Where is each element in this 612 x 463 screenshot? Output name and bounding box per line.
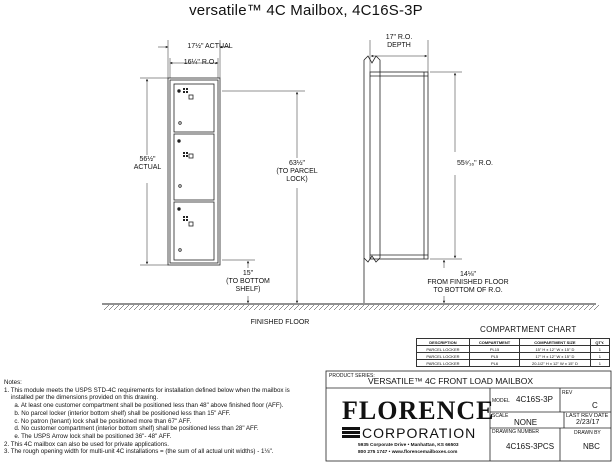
floor-hatch-line — [524, 305, 529, 310]
parcel-lock-label — [262, 160, 332, 184]
header-description: DESCRIPTION — [417, 339, 470, 346]
table-row — [417, 360, 610, 367]
floor-hatch-line — [259, 305, 264, 310]
floor-hatch-line — [409, 305, 414, 310]
header-qty: QTY. — [590, 339, 609, 346]
floor-hatch-line — [354, 305, 359, 310]
note-line: d. No customer compartment (interior bottom shelf) shall be positioned less than 28" AFF. — [4, 425, 259, 433]
floor-hatch-line — [154, 305, 159, 310]
floor-hatch-line — [164, 305, 169, 310]
floor-hatch-line — [269, 305, 274, 310]
bottom-shelf-label — [218, 270, 278, 294]
floor-hatch-line — [189, 305, 194, 310]
side-view — [364, 56, 428, 303]
floor-hatch-line — [529, 305, 534, 310]
floor-hatch-line — [464, 305, 469, 310]
floor-hatch-line — [344, 305, 349, 310]
floor-hatch-line — [589, 305, 594, 310]
ro-depth-text: DEPTH — [387, 42, 411, 49]
floor-hatch-line — [169, 305, 174, 310]
note-line: b. No parcel locker (interior bottom shelf) shall be positioned less than 15" AFF. — [4, 409, 231, 417]
floor-hatch-line — [544, 305, 549, 310]
compartment-chart-header — [417, 339, 610, 346]
company-logo-line2: CORPORATION — [362, 425, 477, 441]
company-logo-line1: FLORENCE — [342, 396, 495, 425]
floor-hatch-line — [329, 305, 334, 310]
notes-heading: Notes: — [4, 379, 22, 386]
floor-hatch-line — [309, 305, 314, 310]
floor-hatch-line — [339, 305, 344, 310]
floor-hatch-line — [539, 305, 544, 310]
cell-size: 15" H x 12" W x 15" D — [520, 346, 591, 353]
floor-hatch-line — [379, 305, 384, 310]
floor-hatch-line — [139, 305, 144, 310]
floor-hatch-line — [554, 305, 559, 310]
floor-hatch-line — [249, 305, 254, 310]
floor-to-ro-text-2: TO BOTTOM OF R.O. — [433, 287, 503, 294]
floor-hatch-line — [184, 305, 189, 310]
floor-hatch-line — [149, 305, 154, 310]
bottom-shelf-text-2: SHELF) — [235, 286, 261, 293]
header-compartment: COMPARTMENT — [469, 339, 519, 346]
drawn-by-value: NBC — [583, 442, 600, 451]
table-row — [417, 346, 610, 353]
floor-hatch-line — [469, 305, 474, 310]
floor-hatch-line — [584, 305, 589, 310]
table-row — [417, 353, 610, 360]
ro-height-label: 55⁹⁄₁₆" R.O. — [457, 160, 493, 167]
floor-hatch-line — [519, 305, 524, 310]
floor-hatch-line — [204, 305, 209, 310]
floor-hatch-line — [474, 305, 479, 310]
floor-hatch-line — [194, 305, 199, 310]
floor-hatch-line — [574, 305, 579, 310]
floor-hatch-line — [294, 305, 299, 310]
floor-hatch-line — [594, 305, 599, 310]
floor-hatch-line — [559, 305, 564, 310]
ro-depth-label — [370, 34, 428, 50]
floor-hatch-line — [134, 305, 139, 310]
floor-hatch-line — [284, 305, 289, 310]
parcel-lock-text-1: (TO PARCEL — [276, 168, 318, 175]
floor-to-ro-label — [418, 271, 518, 295]
floor-hatch-line — [494, 305, 499, 310]
side-dimensions — [370, 40, 462, 303]
actual-height-label — [120, 156, 175, 172]
floor-hatch-line — [404, 305, 409, 310]
floor-hatch-line — [439, 305, 444, 310]
floor-hatch-line — [514, 305, 519, 310]
floor-hatch-line — [564, 305, 569, 310]
floor-hatch-line — [499, 305, 504, 310]
floor-hatch-line — [384, 305, 389, 310]
floor-hatch-line — [509, 305, 514, 310]
floor-hatch-line — [484, 305, 489, 310]
cell-description: PARCEL LOCKER — [417, 353, 470, 360]
note-line: 3. The rough opening width for multi-unit 4C installations = (the sum of all actual unit widths) - 1⅛". — [4, 448, 274, 456]
floor-hatch-line — [274, 305, 279, 310]
floor-hatch-line — [104, 305, 109, 310]
actual-height-value: 56½" — [139, 156, 156, 163]
note-line: 1. This module meets the USPS STD-4C requirements for installation defined below when the mailbox is — [4, 386, 290, 394]
floor-hatch-line — [449, 305, 454, 310]
floor-hatch-line — [319, 305, 324, 310]
floor-hatch-line — [444, 305, 449, 310]
floor-hatch-line — [129, 305, 134, 310]
cell-description: PARCEL LOCKER — [417, 346, 470, 353]
model-label: MODEL — [492, 398, 510, 404]
floor-hatch-line — [369, 305, 374, 310]
front-lock-marks — [183, 88, 188, 221]
floor-hatch-line — [394, 305, 399, 310]
floor-hatch-line — [299, 305, 304, 310]
cell-size: 17" H x 12" W x 15" D — [520, 353, 591, 360]
parcel-lock-text-2: LOCK) — [286, 176, 308, 183]
floor-hatch-line — [424, 305, 429, 310]
floor-hatch-line — [454, 305, 459, 310]
floor-hatch-line — [114, 305, 119, 310]
floor-to-ro-value: 14⅛" — [459, 271, 477, 278]
floor-hatch-line — [434, 305, 439, 310]
floor-hatch-line — [289, 305, 294, 310]
floor-hatch-line — [419, 305, 424, 310]
floor-hatch-line — [349, 305, 354, 310]
floor-hatch-line — [244, 305, 249, 310]
floor-hatch-line — [479, 305, 484, 310]
product-series-value: VERSATILE™ 4C FRONT LOAD MAILBOX — [368, 376, 534, 386]
floor-hatch-line — [489, 305, 494, 310]
floor-hatch-line — [159, 305, 164, 310]
scale-value: NONE — [514, 418, 538, 427]
note-line: installed per the dimensions provided on this drawing. — [4, 394, 159, 402]
floor-hatch-line — [109, 305, 114, 310]
cell-qty: 1 — [590, 353, 609, 360]
company-address: 5935 Corporate Drive • Manhattan, KS 66503 — [358, 443, 459, 448]
note-line: c. No patron (tenant) lock shall be positioned more than 67" AFF. — [4, 417, 192, 425]
floor-hatch-line — [374, 305, 379, 310]
finished-floor-label: FINISHED FLOOR — [250, 319, 310, 326]
floor-hatch-line — [124, 305, 129, 310]
note-line: e. The USPS Arrow lock shall be positioned 36"- 48" AFF. — [4, 432, 172, 440]
drawing-number-value: 4C16S-3PCS — [506, 442, 555, 451]
floor-hatch-line — [579, 305, 584, 310]
floor-hatch-line — [199, 305, 204, 310]
model-value: 4C16S-3P — [516, 395, 553, 404]
ro-width-label: 16¼" R.O. — [183, 59, 217, 66]
cell-size: 20-1/2" H x 12" W x 15" D — [520, 360, 591, 367]
floor-hatch-line — [549, 305, 554, 310]
floor-hatch-line — [229, 305, 234, 310]
floor-hatch-line — [279, 305, 284, 310]
cell-compartment: PL15 — [469, 346, 519, 353]
floor-hatch-line — [174, 305, 179, 310]
drawing-title: versatile™ 4C Mailbox, 4C16S-3P — [189, 2, 423, 19]
floor-hatch-line — [364, 305, 369, 310]
floor-hatch-line — [414, 305, 419, 310]
floor-hatch-line — [504, 305, 509, 310]
drawn-by-label: DRAWN BY — [574, 430, 601, 436]
floor-hatch-line — [144, 305, 149, 310]
cell-description: PARCEL LOCKER — [417, 360, 470, 367]
cell-compartment: PL6 — [469, 360, 519, 367]
scale-label: SCALE — [492, 413, 509, 419]
floor-hatch-line — [219, 305, 224, 310]
floor-hatch-line — [239, 305, 244, 310]
floor-hatch-line — [459, 305, 464, 310]
floor-hatch-line — [389, 305, 394, 310]
rev-value: C — [592, 401, 598, 410]
cell-qty: 1 — [590, 360, 609, 367]
floor-to-ro-text-1: FROM FINISHED FLOOR — [427, 279, 509, 286]
product-series-label: PRODUCT SERIES: — [329, 373, 375, 379]
floor-hatch-line — [264, 305, 269, 310]
company-logo-mark — [342, 426, 360, 440]
company-contact: 800 275 1747 • www.florencemailboxes.com — [358, 450, 458, 455]
floor-hatch-line — [209, 305, 214, 310]
floor-hatch-line — [314, 305, 319, 310]
compartment-chart-title: COMPARTMENT CHART — [480, 325, 577, 334]
notes-block — [4, 379, 322, 456]
floor-hatch-line — [334, 305, 339, 310]
note-line: 2. This 4C mailbox can also be used for private applications. — [4, 440, 169, 448]
floor-hatch-line — [429, 305, 434, 310]
floor-hatch-line — [399, 305, 404, 310]
floor-hatch-line — [534, 305, 539, 310]
cell-compartment: PL5 — [469, 353, 519, 360]
header-compartment-size: COMPARTMENT SIZE — [520, 339, 591, 346]
parcel-lock-value: 63½" — [288, 160, 306, 167]
compartment-chart-table — [416, 338, 610, 367]
ro-depth-value: 17" R.O. — [385, 34, 413, 41]
floor-hatch-line — [254, 305, 259, 310]
floor-hatch-line — [569, 305, 574, 310]
front-view — [168, 78, 220, 265]
bottom-shelf-text-1: (TO BOTTOM — [226, 278, 270, 285]
floor-hatch-line — [359, 305, 364, 310]
floor-hatch-line — [119, 305, 124, 310]
floor-hatch-line — [324, 305, 329, 310]
actual-height-text: ACTUAL — [133, 164, 162, 171]
rev-label: REV — [562, 390, 573, 396]
last-rev-label: LAST REV DATE — [566, 413, 609, 419]
last-rev-value: 2/23/17 — [576, 419, 600, 426]
floor-hatch-line — [224, 305, 229, 310]
cell-qty: 1 — [590, 346, 609, 353]
note-line: a. At least one customer compartment shall be positioned less than 48" above finished floor (AFF). — [4, 402, 284, 410]
actual-width-label: 17½" ACTUAL — [187, 43, 233, 50]
drawing-number-label: DRAWING NUMBER — [492, 429, 540, 435]
floor-hatch-line — [179, 305, 184, 310]
bottom-shelf-value: 15" — [242, 270, 254, 277]
floor-hatch-line — [304, 305, 309, 310]
floor-hatch-line — [234, 305, 239, 310]
floor-hatch-line — [214, 305, 219, 310]
